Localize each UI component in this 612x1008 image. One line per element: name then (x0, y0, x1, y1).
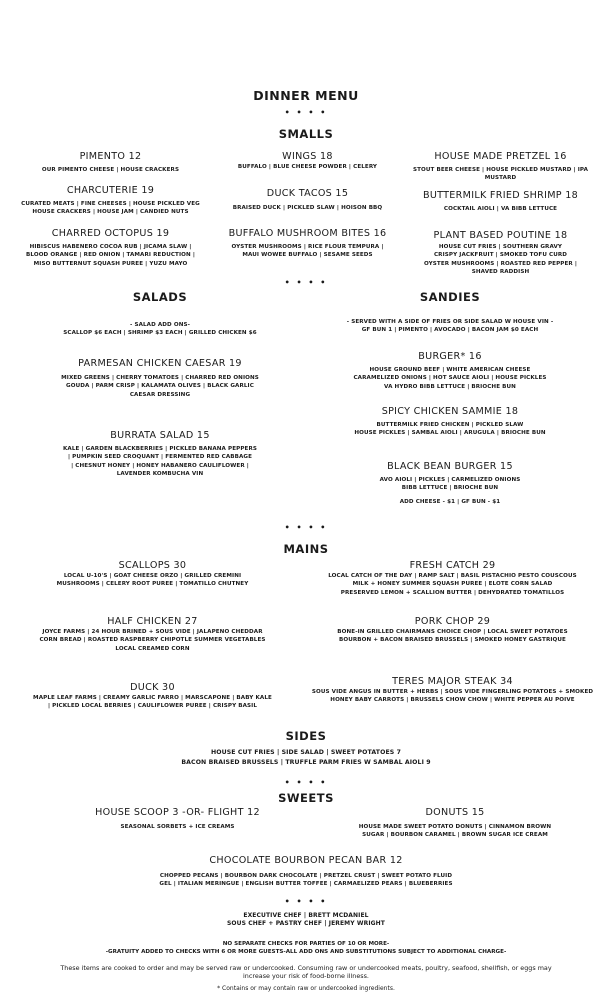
section-heading-sweets: SWEETS (278, 791, 334, 805)
menu-item (0, 855, 612, 889)
item-name: HOUSE MADE PRETZEL 16 (434, 151, 567, 162)
item-name: CHOCOLATE BOURBON PECAN BAR 12 (209, 855, 403, 866)
item-name: HALF CHICKEN 27 (107, 616, 198, 627)
item-description: COCKTAIL AIOLI | VA BIBB LETTUCE (443, 206, 558, 212)
item-description: LOCAL CATCH OF THE DAY | RAMP SALT | BASIL PISTACHIO PESTO COUSCOUS MILK + HONEY SUMMER SQUASH PUREE | ELOTE CORN SALAD PRESERVED LEMON + SCALLION BUTTER | DEHYDRATED TOMATILLOS (328, 573, 577, 596)
menu-item (205, 228, 410, 260)
item-name: PIMENTO 12 (79, 151, 142, 162)
item-name: CHARCUTERIE 19 (66, 185, 155, 196)
menu-item (398, 190, 603, 213)
raw-ingredients-note: * Contains or may contain raw or undercooked ingredients. (217, 985, 395, 992)
divider-dots: • • • • (284, 523, 328, 532)
menu-item (330, 351, 570, 391)
menu-item (330, 406, 570, 438)
menu-item (398, 151, 603, 183)
menu-item (30, 560, 275, 589)
section-heading-mains: MAINS (283, 542, 329, 556)
menu-item (398, 230, 603, 277)
item-name: SPICY CHICKEN SAMMIE 18 (381, 406, 519, 417)
item-name: BURGER* 16 (418, 351, 482, 362)
item-description: AVO AIOLI | PICKLES | CARMELIZED ONIONS BIBB LETTUCE | BRIOCHE BUN (379, 477, 521, 492)
menu-item (300, 676, 605, 705)
item-name: PORK CHOP 29 (414, 616, 491, 627)
item-description: HIBISCUS HABENERO COCOA RUB | JICAMA SLAW | BLOOD ORANGE | RED ONION | TAMARI REDUCTION | MISO BUTTERNUT SQUASH PUREE | YUZU MAYO (26, 244, 195, 267)
item-name: DUCK TACOS 15 (266, 188, 349, 199)
item-name: HOUSE SCOOP 3 -OR- FLIGHT 12 (95, 807, 260, 818)
item-name: PLANT BASED POUTINE 18 (433, 230, 568, 241)
item-description: OUR PIMENTO CHEESE | HOUSE CRACKERS (41, 167, 180, 173)
item-name: CHARRED OCTOPUS 19 (51, 228, 170, 239)
divider-dots: • • • • (284, 108, 328, 117)
item-name: SCALLOPS 30 (118, 560, 187, 571)
sandies-extras: ADD CHEESE - $1 | GF BUN - $1 (399, 499, 501, 505)
item-name: WINGS 18 (282, 151, 333, 162)
menu-item (10, 616, 295, 653)
salad-addons: - SALAD ADD ONS- SCALLOP $6 EACH | SHRIMP $3 EACH | GRILLED CHICKEN $6 (63, 322, 257, 337)
item-description: STOUT BEER CHEESE | HOUSE PICKLED MUSTARD | IPA MUSTARD (412, 167, 589, 182)
menu-item (330, 461, 570, 493)
menu-item (50, 358, 270, 399)
menu-item (8, 228, 213, 268)
item-description: BONE-IN GRILLED CHAIRMANS CHOICE CHOP | LOCAL SWEET POTATOES BOURBON + BACON BRAISED BRUSSELS | SMOKED HONEY GASTRIQUE (337, 629, 568, 644)
item-description: CURATED MEATS | FINE CHEESES | HOUSE PICKLED VEG HOUSE CRACKERS | HOUSE JAM | CANDIED NUTS (21, 201, 200, 216)
menu-item (50, 430, 270, 479)
menu-title: DINNER MENU (253, 88, 359, 103)
menu-item (330, 807, 580, 840)
item-description: SOUS VIDE ANGUS IN BUTTER + HERBS | SOUS VIDE FINGERLING POTATOES + SMOKED HONEY BABY CARROTS | BRUSSELS CHOW CHOW | WHITE PEPPER AU POIVE (311, 689, 594, 704)
sides-list: HOUSE CUT FRIES | SIDE SALAD | SWEET POTATOES 7 BACON BRAISED BRUSSELS | TRUFFLE PARM FRIES W SAMBAL AIOLI 9 (181, 749, 431, 766)
item-description: CHOPPED PECANS | BOURBON DARK CHOCOLATE | PRETZEL CRUST | SWEET POTATO FLUID GEL | ITALIAN MERINGUE | ENGLISH BUTTER TOFFEE | CARMAELIZED PEARS | BLUEBERRIES (159, 873, 453, 888)
section-heading-sides: SIDES (285, 729, 327, 743)
item-name: TERES MAJOR STEAK 34 (392, 676, 513, 687)
item-name: PARMESAN CHICKEN CAESAR 19 (78, 358, 242, 369)
item-description: JOYCE FARMS | 24 HOUR BRINED + SOUS VIDE | JALAPENO CHEDDAR CORN BREAD | ROASTED RASPBERRY CHIPOTLE SUMMER VEGETABLES LOCAL CREAMED CORN (39, 629, 266, 652)
item-description: SEASONAL SORBETS + ICE CREAMS (120, 824, 235, 830)
menu-item (300, 560, 605, 597)
staff-credits: EXECUTIVE CHEF | BRETT MCDANIEL SOUS CHEF + PASTRY CHEF | JEREMY WRIGHT (226, 912, 386, 928)
item-name: DONUTS 15 (425, 807, 485, 818)
menu-item (300, 616, 605, 645)
item-description: HOUSE MADE SWEET POTATO DONUTS | CINNAMON BROWN SUGAR | BOURBON CARAMEL | BROWN SUGAR ICE CREAM (358, 824, 552, 839)
menu-item (8, 185, 213, 217)
item-name: BURRATA SALAD 15 (110, 430, 210, 441)
item-name: BUTTERMILK FRIED SHRIMP 18 (422, 190, 579, 201)
party-policy: NO SEPARATE CHECKS FOR PARTIES OF 10 OR MORE- -GRATUITY ADDED TO CHECKS WITH 6 OR MORE GUESTS-ALL ADD ONS AND SUBSTITUTIONS SUBJECT TO ADDITIONAL CHARGE- (105, 941, 507, 955)
item-description: MIXED GREENS | CHERRY TOMATOES | CHARRED RED ONIONS GOUDA | PARM CRISP | KALAMATA OLIVES | BLACK GARLIC CAESAR DRESSING (61, 375, 259, 398)
menu-item (40, 807, 315, 831)
food-safety-notice: These items are cooked to order and may be served raw or undercooked. Consuming raw or undercooked meats, poultry, seafood, shellfish, or eggs may increase your risk of food-borne illness. (60, 964, 552, 981)
menu-item (205, 188, 410, 212)
item-name: FRESH CATCH 29 (409, 560, 496, 571)
sandies-note: - SERVED WITH A SIDE OF FRIES OR SIDE SALAD W HOUSE VIN - GF BUN 1 | PIMENTO | AVOCADO | BACON JAM $0 EACH (346, 319, 554, 334)
item-name: BLACK BEAN BURGER 15 (387, 461, 513, 472)
item-description: HOUSE CUT FRIES | SOUTHERN GRAVY CRISPY JACKFRUIT | SMOKED TOFU CURD OYSTER MUSHROOMS | ROASTED RED PEPPER | SHAVED RADDISH (423, 244, 578, 276)
divider-dots: • • • • (284, 278, 328, 287)
menu-item (205, 151, 410, 171)
menu-item (8, 151, 213, 174)
section-heading-salads: SALADS (132, 290, 188, 304)
item-description: KALE | GARDEN BLACKBERRIES | PICKLED BANANA PEPPERS | PUMPKIN SEED CROQUANT | FERMENTED RED CABBAGE | CHESNUT HONEY | HONEY HABANERO CAULIFLOWER | LAVENDER KOMBUCHA VIN (62, 446, 257, 478)
item-description: HOUSE GROUND BEEF | WHITE AMERICAN CHEESE CARAMELIZED ONIONS | HOT SAUCE AIOLI | HOUSE PICKLES VA HYDRO BIBB LETTUCE | BRIOCHE BUN (353, 367, 547, 390)
item-description: BUFFALO | BLUE CHEESE POWDER | CELERY (237, 164, 378, 170)
divider-dots: • • • • (284, 897, 328, 906)
menu-item (10, 682, 295, 711)
item-description: BUTTERMILK FRIED CHICKEN | PICKLED SLAW HOUSE PICKLES | SAMBAL AIOLI | ARUGULA | BRIOCHE BUN (354, 422, 546, 437)
item-name: DUCK 30 (130, 682, 175, 693)
section-heading-smalls: SMALLS (278, 127, 334, 141)
divider-dots: • • • • (284, 778, 328, 787)
item-description: OYSTER MUSHROOMS | RICE FLOUR TEMPURA | MAUI WOWEE BUFFALO | SESAME SEEDS (231, 244, 384, 259)
item-name: BUFFALO MUSHROOM BITES 16 (228, 228, 387, 239)
section-heading-sandies: SANDIES (419, 290, 481, 304)
item-description: LOCAL U-10'S | GOAT CHEESE ORZO | GRILLED CREMINI MUSHROOMS | CELERY ROOT PUREE | TOMATILLO CHUTNEY (56, 573, 249, 588)
item-description: BRAISED DUCK | PICKLED SLAW | HOISON BBQ (232, 205, 383, 211)
item-description: MAPLE LEAF FARMS | CREAMY GARLIC FARRO | MARSCAPONE | BABY KALE | PICKLED LOCAL BERRIES | CAULIFLOWER PUREE | CRISPY BASIL (33, 695, 272, 710)
